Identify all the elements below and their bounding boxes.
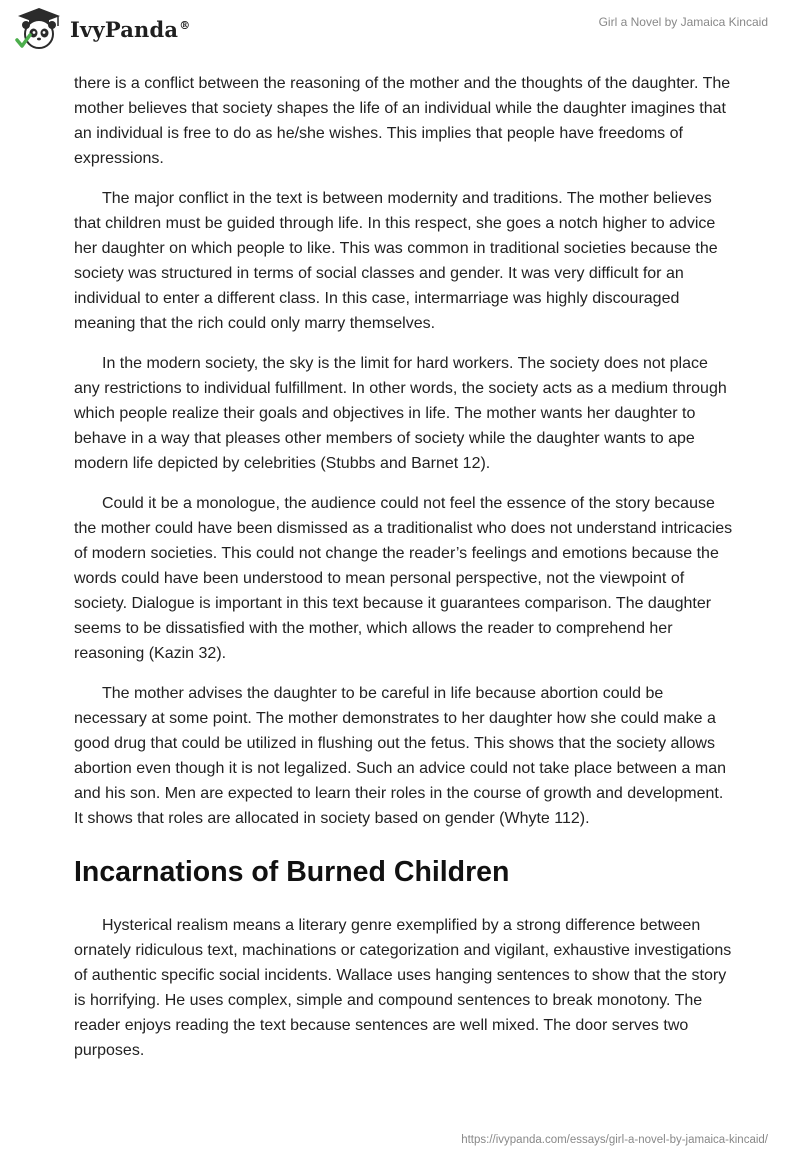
essay-body <box>74 71 734 1078</box>
paragraph: Could it be a monologue, the audience could not feel the essence of the story because the mother could have been dismissed as a traditionalist who does not understand intricacies of modern societies. This could not change the reader’s feelings and emotions because the words could have been understood to mean personal perspective, not the viewpoint of society. Dialogue is important in this text because it guarantees comparison. The daughter seems to be dissatisfied with the mother, which allows the reader to comprehend her reasoning (Kazin 32). <box>74 495 733 662</box>
paragraph: The major conflict in the text is between modernity and traditions. The mother believes that children must be guided through life. In this respect, she goes a notch higher to advice her daughter on which people to like. This was common in traditional societies because the society was structured in terms of social classes and gender. It was very difficult for an individual to enter a different class. In this case, intermarriage was highly discouraged meaning that the rich could only marry themselves. <box>74 190 718 332</box>
brand-name: IvyPanda® <box>70 16 191 42</box>
source-url[interactable]: https://ivypanda.com/essays/girl-a-novel-by-jamaica-kincaid/ <box>461 1134 768 1146</box>
paragraph: Hysterical realism means a literary genre exemplified by a strong difference between ornately ridiculous text, machinations or categorization and vigilant, exhaustive investigations of authentic specific social incidents. Wallace uses hanging sentences to show that the story is horrifying. He uses complex, simple and compound sentences to break monotony. The reader enjoys reading the text because sentences are well mixed. The door serves two purposes. <box>74 917 732 1059</box>
panda-graduate-icon <box>14 6 64 52</box>
document-title: Girl a Novel by Jamaica Kincaid <box>598 15 768 29</box>
registered-mark: ® <box>179 18 191 32</box>
paragraph: there is a conflict between the reasoning of the mother and the thoughts of the daughter. The mother believes that society shapes the life of an individual while the daughter imagines that an individual is free to do as he/she wishes. This implies that people have freedoms of expressions. <box>74 75 731 167</box>
section-heading: Incarnations of Burned Children <box>74 856 510 888</box>
paragraph: In the modern society, the sky is the limit for hard workers. The society does not place any restrictions to individual fulfillment. In other words, the society acts as a medium through which people realize their goals and objectives in life. The mother wants her daughter to behave in a way that pleases other members of society while the daughter wants to ape modern life depicted by celebrities (Stubbs and Barnet 12). <box>74 355 727 472</box>
site-logo[interactable] <box>14 6 190 52</box>
paragraph: The mother advises the daughter to be careful in life because abortion could be necessary at some point. The mother demonstrates to her daughter how she could make a good drug that could be utilized in flushing out the fetus. This shows that the society allows abortion even though it is not legalized. Such an advice could not take place between a man and his son. Men are expected to learn their roles in the course of growth and development. It shows that roles are allocated in society based on gender (Whyte 112). <box>74 685 726 827</box>
